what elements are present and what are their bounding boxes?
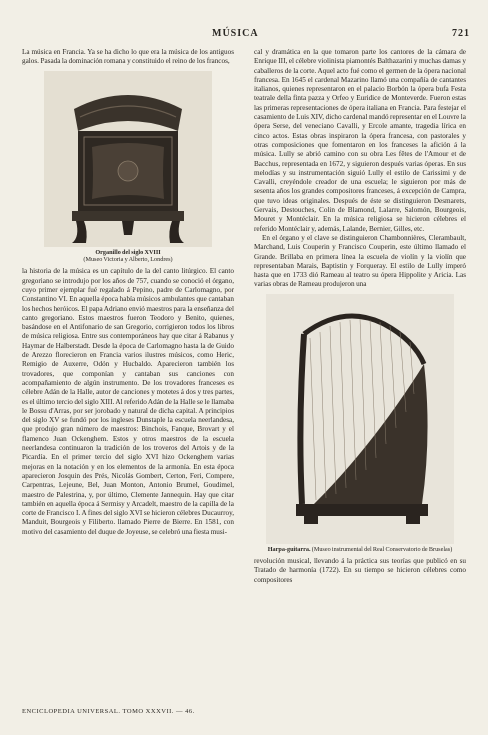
right-column — [254, 48, 466, 585]
page-header — [22, 28, 470, 42]
organ-caption-title: Organillo del siglo XVIII — [95, 248, 161, 256]
organ-clavier-paragraph: En el órgano y el clave se distinguieron Chambonnières, Clerambault, Marchand, Luis Couperin y Francisco Couperin, este último llamado el Grande. Brillaba en primera línea la escuela de violín y la violín que representaban Marais, Baptistin y Forqueray. El estilo de Lully imperó hasta que en 1733 dió Rameau al teatro su ópera Hippolite y Aricia. Las varias obras de Rameau produjeron una — [254, 233, 466, 289]
organ-caption-source: (Museo Victoria y Alberto, Londres) — [83, 256, 173, 263]
footer-text: ENCICLOPEDIA UNIVERSAL. TOMO XXXVII. — 46. — [22, 708, 195, 715]
harp-figure-caption — [254, 546, 466, 553]
harp-guitar-illustration — [254, 294, 466, 544]
rameau-paragraph: revolución musical, llevando á la práctica sus teorías que publicó en su Tratado de harmonía (1722). En su tiempo se hicieron célebres como compositores — [254, 557, 466, 584]
organ-figure-caption — [22, 249, 234, 264]
harp-caption-title: Harpa-guitarra. — [267, 545, 311, 553]
intro-paragraph: La música en Francia. Ya se ha dicho lo que era la música de los antiguos galos. Pasada la dominación romana y constituido el reino de los francos, — [22, 48, 234, 66]
harp-guitar-figure — [254, 294, 466, 544]
page-footer — [22, 708, 470, 720]
organ-chest-illustration — [22, 71, 234, 247]
section-title: MÚSICA — [212, 28, 259, 39]
page-number: 721 — [452, 28, 470, 39]
organ-chest-figure — [22, 71, 234, 247]
opera-paragraph: cal y dramática en la que tomaron parte los cantores de la cámara de Enrique III, el célebre violinista piamontés Balthazarini y muchas damas y caballeros de la corte. Aquel acto fué como el germen de la ópera nacional francesa. En 1645 el cardenal Mazarino llamó una compañía de cantantes italianos, quienes representaron en el palacio Borbón la ópera bufa Festa teatrale della finta pazza y Orfeo y Euridice de Monteverde. Fueron estas las primeras representaciones de ópera italiana en Francia. Para festejar el casamiento de Luis XIV, dicho cardenal mandó representar en el Louvre la ópera Serse, del veneciano Cavalli, y Ercole amante, tragedia lírica en cinco actos. Estas obras inspiraron la ópera francesa, con pastorales y otras composiciones que fomentaron en los franceses la afición á la música. Lully se abrió camino con su obra Les fêtes de l'Amour et de Bacchus, representada en 1672, y siguieron después varias óperas. En sus melodías y su instrumentación siguió Lully el estilo de Carissimi y de Cavalli, creyéndole creador de una escuela; le siguieron por más de sesenta años los grandes compositores franceses, á excepción de Campra, que tuvo ideas originales. Después de éste se distinguieron Desmarets, Gervais, Destouches, Colin de Blamond, Lalarre, Salomón, Bourgeois, Mouret y Montéclair. En la música religiosa se hicieron célebres el referido Montéclair y, además, Lalande, Bernier, Gilles, etc. — [254, 48, 466, 233]
history-paragraph: la historia de la música es un capítulo de la del canto litúrgico. El canto gregoriano se introdujo por los años de 757, cuando se conoció el órgano, cuyo primer ejemplar fué regalado á Pepino, padre de Carlomagno, por Constantino VI. En aquella época había músicos ambulantes que cantaban los hechos heróicos. El papa Adriano envió maestros para la enseñanza del canto gregoriano. Estos maestros fueron Teodoro y Benito, quienes, basándose en el Antifonario de san Gregorio, corrigieron todos los libros de música religiosa. Entre sus contemporáneos hay que citar á Rabanus y Haymar de Halberstadt. Desde la época de Carlomagno hasta la de Guido de Arezzo florecieron en Francia varios ilustres músicos, como Heric, Remigio de Auxerre, Odón y Hucbaldo. Aparecieron también los trovadores, que componían y cantaban sus canciones con acompañamiento de algún instrumento. De los trovadores franceses es célebre Adán de la Halle, autor de canciones y motetes á dos y tres partes, es el último tercio del siglo XIII. Al referido Adán de la Halle se le llamaba le Bossu d'Arras, por ser jorobado y natural de dicha capital. A principios del siglo XV se fundó por los ingleses Dunstaple la escuela neerlandesa, que produjo gran número de maestros: Binchois, Fanque, Brovart y el flamenco Juan Ockenghem. Estos y otros maestros de la escuela neerlandesa continuaron la tradición de los troveros del Artois y de la Picardía. En el primer tercio del siglo XVI hizo Ockenghem varias mejoras en la notación y en los elementos de la armonía. En esta época aparecieron Josquin des Prés, Nicolás Gombert, Certon, Feri, Compere, Carpentras, Lejeune, Bel, Juan Monton, Antonio Brumel, Goudimel, maestro de Palestrina, y, por último, Clemente Jannequin. Hay que citar también en aquella época á Sermisy y Arcadelt, maestro de la capilla de la corte de Francisco I. A fines del siglo XVI se hicieron célebres Ducaurroy, Manduit, Bourgeois y Filiberto. llamado Pierre de Bierre. En 1581, con motivo del casamiento del duque de Joyeuse, se celebró una fiesta musi- — [22, 267, 234, 536]
left-column — [22, 48, 234, 537]
harp-caption-source: (Museo instrumental del Real Conservatorio de Bruselas) — [311, 545, 453, 553]
encyclopedia-page — [22, 28, 470, 728]
